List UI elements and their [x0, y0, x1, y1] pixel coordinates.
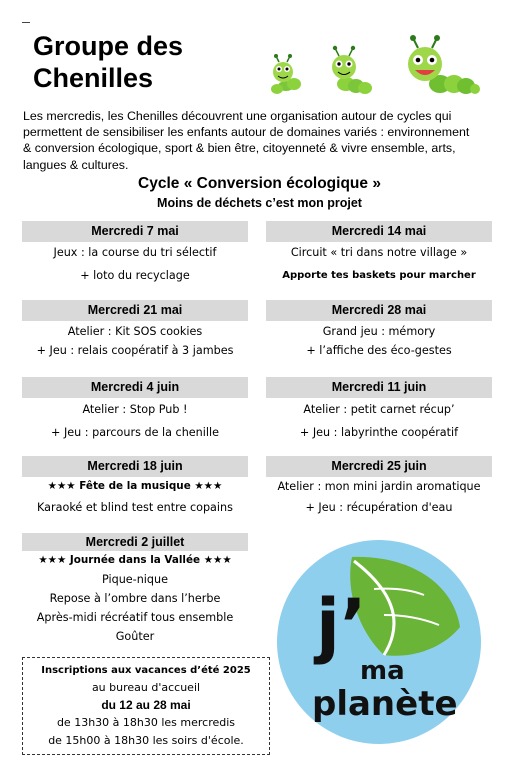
day-header: Mercredi 7 mai: [22, 221, 248, 242]
activity-line: Atelier : petit carnet récup’: [303, 403, 455, 416]
event-title: ★★★ Fête de la musique ★★★: [47, 480, 223, 492]
activity-line: + Jeu : labyrinthe coopératif: [299, 426, 459, 439]
activity-line: Goûter: [115, 630, 155, 643]
caterpillar-large-icon: [408, 35, 480, 94]
activity-line: + l’affiche des éco-gestes: [306, 344, 452, 357]
event-title: ★★★ Journée dans la Vallée ★★★: [38, 554, 232, 566]
jma-planete-logo: [274, 537, 484, 747]
activity-line: Circuit « tri dans notre village »: [290, 246, 468, 259]
day-block-11-juin: [266, 377, 492, 442]
day-header: Mercredi 11 juin: [266, 377, 492, 398]
day-block-18-juin: [22, 456, 248, 517]
caterpillar-medium-icon: [332, 46, 372, 94]
day-header: Mercredi 18 juin: [22, 456, 248, 477]
page-title: Groupe des Chenilles: [33, 31, 184, 93]
day-block-7-mai: [22, 221, 248, 285]
activity-line: + Jeu : récupération d'eau: [305, 501, 453, 514]
activity-line: Karaoké et blind test entre copains: [37, 501, 233, 514]
day-block-25-juin: [266, 456, 492, 517]
logo-j: j’: [316, 584, 367, 666]
cycle-subtitle: Moins de déchets c’est mon projet: [157, 196, 362, 210]
day-block-21-mai: [22, 300, 248, 360]
logo-ma: ma: [360, 656, 405, 686]
activity-line: Grand jeu : mémory: [322, 325, 436, 338]
intro-paragraph: Les mercredis, les Chenilles découvrent une organisation autour de cycles qui permettent de sensibiliser les enfants autour de domaines variés : environnement & conversion écologique, sport & bien être, citoyenneté & vivre ensemble, arts, langues & cultures.: [23, 109, 470, 172]
inscriptions-box: [22, 657, 270, 755]
day-header: Mercredi 4 juin: [22, 377, 248, 398]
day-header: Mercredi 21 mai: [22, 300, 248, 321]
inscriptions-hours: de 13h30 à 18h30 les mercredis: [56, 716, 236, 729]
day-block-2-juillet: [22, 533, 248, 646]
inscriptions-title: Inscriptions aux vacances d’été 2025: [41, 665, 251, 676]
day-header: Mercredi 14 mai: [266, 221, 492, 242]
day-block-28-mai: [266, 300, 492, 360]
caterpillar-small-icon: [271, 54, 301, 94]
activity-line: Atelier : Kit SOS cookies: [67, 325, 203, 338]
activity-line: Après-midi récréatif tous ensemble: [36, 611, 234, 624]
activity-line: + Jeu : parcours de la chenille: [51, 426, 219, 439]
activity-line: Jeux : la course du tri sélectif: [53, 246, 217, 259]
day-header: Mercredi 28 mai: [266, 300, 492, 321]
day-header: Mercredi 25 juin: [266, 456, 492, 477]
activity-line: Atelier : Stop Pub !: [82, 403, 188, 416]
logo-planete: planète: [312, 684, 458, 724]
activity-line: + loto du recyclage: [80, 269, 190, 282]
caterpillars-illustration: [268, 34, 480, 102]
day-header: Mercredi 2 juillet: [22, 533, 248, 551]
inscriptions-dates: du 12 au 28 mai: [101, 697, 191, 712]
inscriptions-place: au bureau d'accueil: [91, 681, 201, 694]
day-block-4-juin: [22, 377, 248, 442]
inscriptions-hours: de 15h00 à 18h30 les soirs d'école.: [48, 733, 244, 747]
day-block-14-mai: [266, 221, 492, 285]
activity-line: + Jeu : relais coopératif à 3 jambes: [36, 344, 234, 357]
cycle-title: Cycle « Conversion écologique »: [138, 175, 381, 192]
corner-mark: [22, 22, 30, 23]
activity-note: Apporte tes baskets pour marcher: [282, 270, 476, 281]
activity-line: Pique-nique: [102, 573, 168, 586]
activity-line: Atelier : mon mini jardin aromatique: [277, 480, 481, 493]
activity-line: Repose à l’ombre dans l’herbe: [49, 592, 221, 605]
